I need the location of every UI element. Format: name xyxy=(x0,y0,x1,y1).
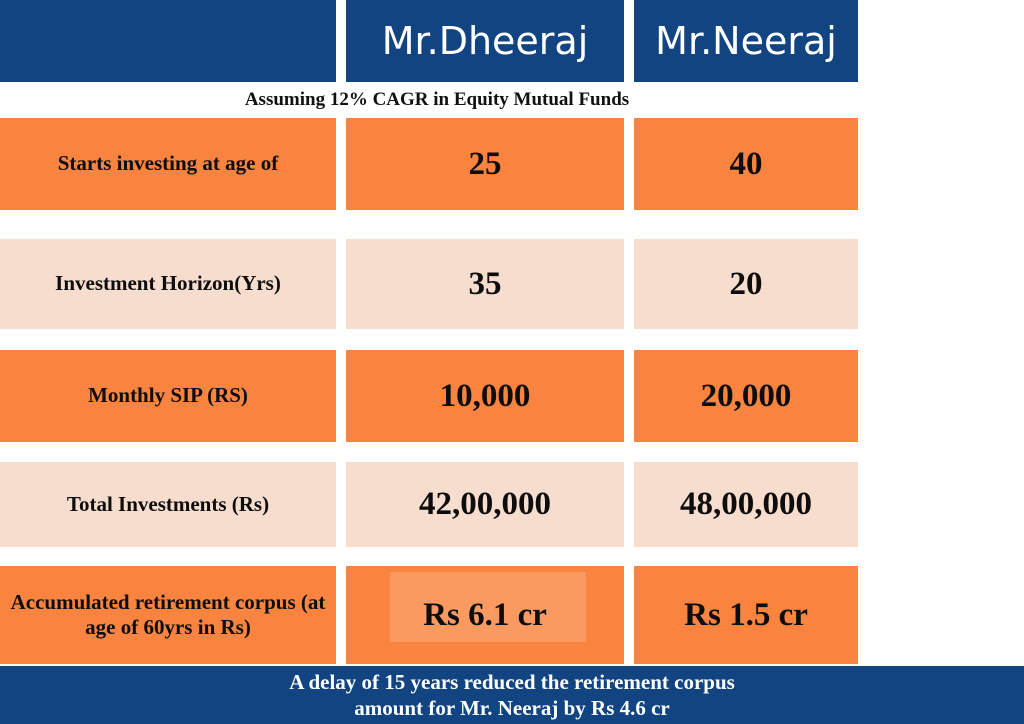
row-label: Starts investing at age of xyxy=(0,118,336,210)
row-label: Total Investments (Rs) xyxy=(0,462,336,547)
row-label: Investment Horizon(Yrs) xyxy=(0,239,336,329)
row-value-neeraj: Rs 1.5 cr xyxy=(634,566,858,664)
row-value-dheeraj: 42,00,000 xyxy=(346,462,624,547)
row-value-dheeraj xyxy=(346,566,624,664)
table-header-row xyxy=(0,0,1024,82)
row-value-neeraj: 20 xyxy=(634,239,858,329)
row-value-neeraj: 40 xyxy=(634,118,858,210)
row-value-neeraj: 20,000 xyxy=(634,350,858,442)
row-label: Monthly SIP (RS) xyxy=(0,350,336,442)
row-value-dheeraj: 10,000 xyxy=(346,350,624,442)
row-value-dheeraj: 25 xyxy=(346,118,624,210)
footer-line-1: A delay of 15 years reduced the retirement corpus xyxy=(289,669,735,694)
row-label: Accumulated retirement corpus (at age of 60yrs in Rs) xyxy=(0,566,336,664)
row-value-neeraj: 48,00,000 xyxy=(634,462,858,547)
footer-annotation xyxy=(0,666,1024,724)
header-cell-neeraj: Mr.Neeraj xyxy=(634,0,858,82)
header-cell-spacer xyxy=(858,0,1024,82)
row-value-dheeraj-text: Rs 6.1 cr xyxy=(423,596,547,633)
assumption-note: Assuming 12% CAGR in Equity Mutual Funds xyxy=(244,89,630,110)
header-cell-dheeraj: Mr.Dheeraj xyxy=(346,0,624,82)
footer-line-2: amount for Mr. Neeraj by Rs 4.6 cr xyxy=(354,696,670,720)
header-cell-blank xyxy=(0,0,336,82)
row-value-dheeraj: 35 xyxy=(346,239,624,329)
